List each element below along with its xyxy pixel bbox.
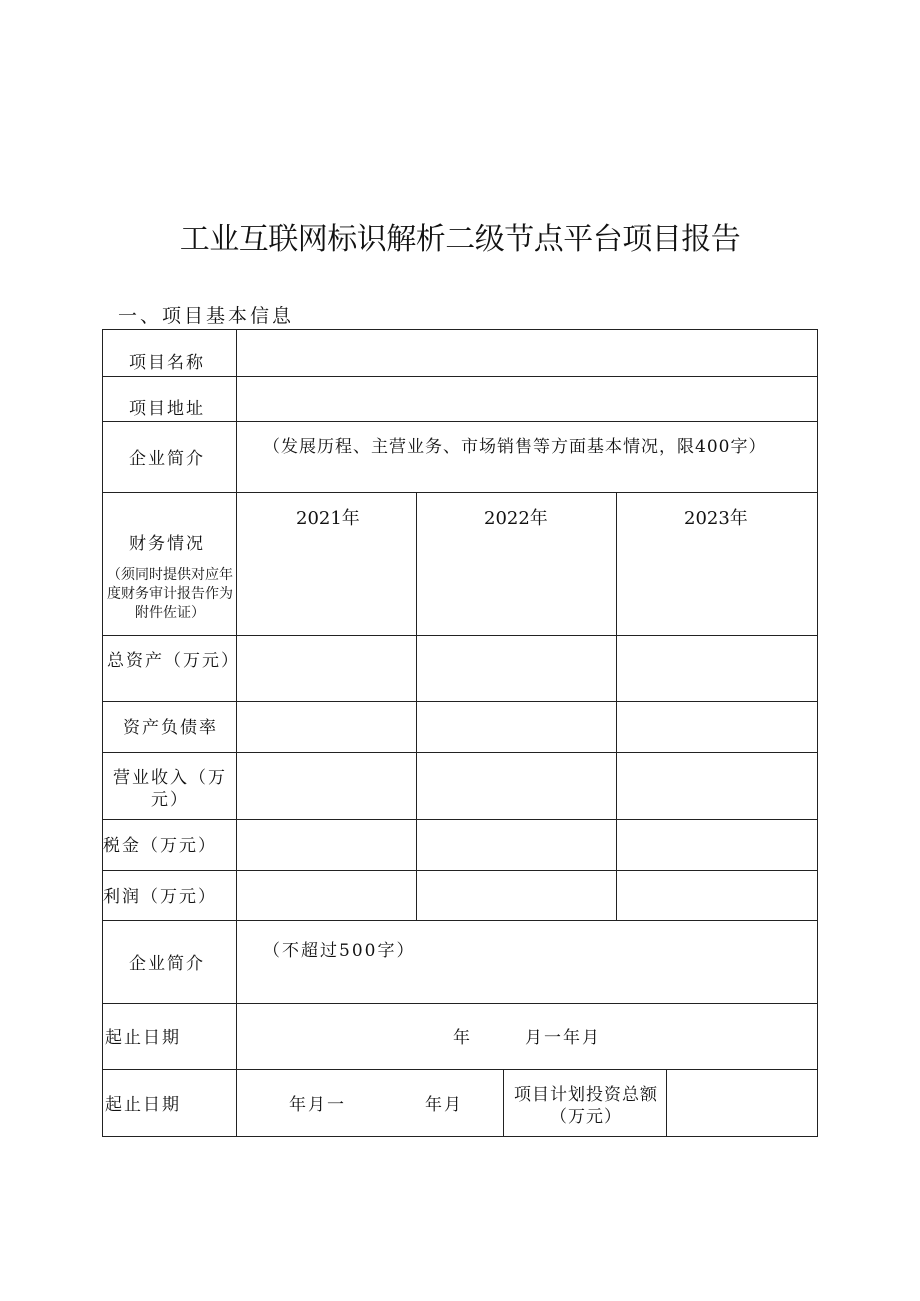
year-2021: 2021年 [296,508,360,529]
period-label-1: 起止日期 [105,1028,181,1048]
column-divider [616,492,617,920]
report-title: 工业互联网标识解析二级节点平台项目报告 [179,222,741,257]
row-divider [103,819,817,820]
planned-investment-label: 项目计划投资总额（万元） [514,1085,658,1127]
total-assets-label: 总资产（万元） [107,651,240,671]
project-address-label: 项目地址 [129,399,205,419]
company-intro-2-label: 企业简介 [129,954,205,974]
period-value-2-start: 年月一 [289,1095,346,1115]
column-divider [236,330,237,1136]
finance-label: 财务情况 [129,534,205,554]
row-divider [103,752,817,753]
tax-label: 税金（万元） [103,836,217,856]
row-divider [103,870,817,871]
row-divider [103,920,817,921]
period-value-1-rest: 月一年月 [525,1028,601,1048]
company-intro-label: 企业简介 [129,449,205,469]
profit-label: 利润（万元） [103,887,217,907]
project-info-table [102,329,818,1137]
row-divider [103,635,817,636]
row-divider [103,1069,817,1070]
project-name-label: 项目名称 [129,353,205,373]
revenue-label: 营业收入（万元） [113,768,227,810]
column-divider [416,492,417,920]
row-divider [103,1003,817,1004]
period-value-2-end: 年月 [425,1095,463,1115]
finance-note: （须同时提供对应年度财务审计报告作为附件佐证） [107,567,233,621]
column-divider [503,1069,504,1136]
period-label-2: 起止日期 [105,1095,181,1115]
year-2023: 2023年 [684,508,748,529]
company-intro-2-note: （不超过500字） [263,941,416,961]
row-divider [103,492,817,493]
period-value-1-year: 年 [453,1028,472,1048]
row-divider [103,376,817,377]
debt-ratio-label: 资产负债率 [123,718,218,738]
section-heading: 一、项目基本信息 [118,305,295,327]
company-intro-note: （发展历程、主营业务、市场销售等方面基本情况，限400字） [263,437,767,457]
year-2022: 2022年 [484,508,548,529]
row-divider [103,701,817,702]
row-divider [103,421,817,422]
